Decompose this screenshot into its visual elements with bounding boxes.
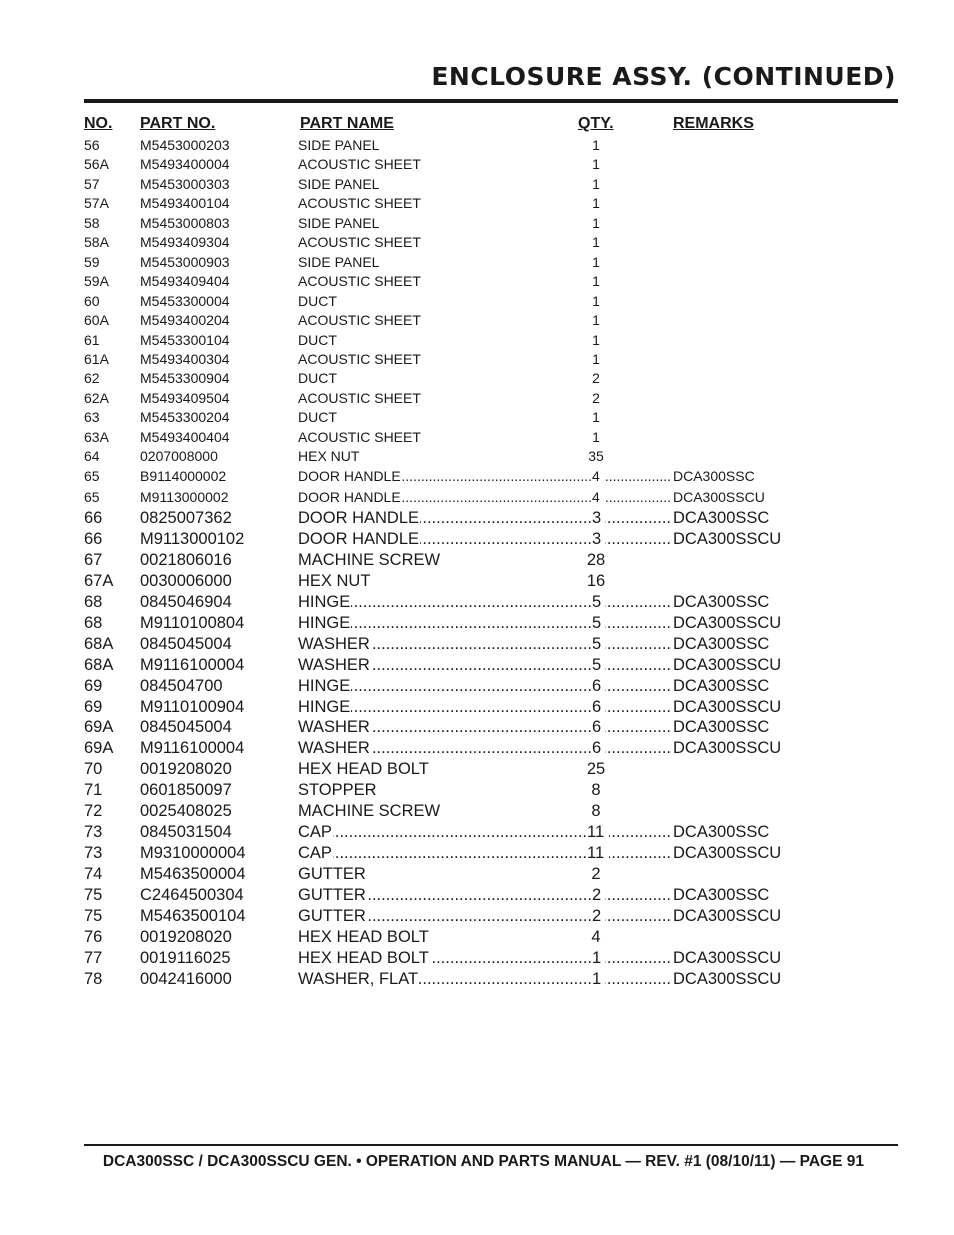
row-no: 74 — [84, 865, 103, 883]
row-no: 58 — [84, 214, 100, 231]
row-no: 63 — [84, 409, 100, 426]
table-row — [0, 759, 954, 780]
table-row — [0, 233, 954, 253]
row-no: 78 — [84, 969, 103, 988]
table-row — [0, 613, 954, 634]
table-row — [0, 350, 954, 370]
row-part-no: 0601850097 — [140, 781, 232, 800]
row-no: 60 — [84, 292, 100, 309]
dot-leader — [605, 508, 671, 529]
row-no: 67A — [84, 571, 114, 590]
row-remarks: DCA300SSCU — [673, 613, 782, 632]
header-no: NO. — [84, 115, 113, 132]
footer-rule — [84, 1144, 898, 1146]
header-part-no: PART NO. — [140, 115, 216, 132]
row-remarks: DCA300SSCU — [673, 488, 765, 505]
table-row — [0, 508, 954, 529]
row-part-name: WASHER — [298, 718, 370, 737]
row-qty: 6 — [592, 718, 602, 737]
row-no: 77 — [84, 948, 103, 967]
table-row — [0, 717, 954, 738]
row-part-name: DUCT — [298, 409, 337, 426]
dot-leader — [605, 948, 671, 969]
row-part-name: WASHER — [298, 655, 370, 674]
row-qty: 1 — [592, 350, 600, 367]
table-row — [0, 969, 954, 990]
row-part-no: M9310000004 — [140, 844, 246, 863]
row-part-name: DUCT — [298, 370, 337, 387]
row-part-no: 084504700 — [140, 676, 223, 695]
table-row — [0, 571, 954, 592]
row-qty: 16 — [586, 571, 606, 590]
row-part-no: 0845031504 — [140, 823, 232, 842]
row-part-name: HINGE — [298, 697, 351, 716]
table-row — [0, 292, 954, 312]
row-no: 76 — [84, 927, 103, 946]
row-no: 68A — [84, 655, 114, 674]
row-qty: 28 — [586, 550, 606, 569]
row-part-no: 0845045004 — [140, 634, 232, 653]
row-part-name: HEX NUT — [298, 571, 371, 590]
row-part-name: ACOUSTIC SHEET — [298, 428, 421, 445]
row-part-no: 0021806016 — [140, 550, 232, 569]
row-part-no: M5453300904 — [140, 370, 230, 387]
row-no: 68 — [84, 613, 103, 632]
table-row — [0, 369, 954, 389]
row-qty: 3 — [592, 529, 602, 548]
table-row — [0, 906, 954, 927]
row-part-name: SIDE PANEL — [298, 137, 380, 153]
row-part-no: M9110100904 — [140, 697, 245, 716]
row-part-name: SIDE PANEL — [298, 253, 380, 270]
row-qty: 1 — [592, 137, 600, 153]
row-part-no: 0019208020 — [140, 927, 232, 946]
row-remarks: DCA300SSCU — [673, 844, 782, 863]
dot-leader — [609, 843, 671, 864]
table-row — [0, 529, 954, 550]
row-qty: 1 — [592, 409, 600, 426]
row-part-no: M5463500104 — [140, 907, 246, 925]
row-qty: 3 — [592, 508, 602, 527]
row-qty: 6 — [592, 697, 602, 716]
table-row — [0, 550, 954, 571]
row-part-no: M5453000303 — [140, 175, 230, 192]
row-no: 68 — [84, 592, 103, 611]
table-row — [0, 843, 954, 864]
row-qty: 5 — [592, 655, 602, 674]
row-part-name: GUTTER — [298, 865, 366, 883]
row-part-no: M5453000903 — [140, 253, 230, 270]
row-qty: 11 — [587, 823, 605, 842]
row-no: 63A — [84, 428, 109, 445]
row-part-no: M5493400104 — [140, 195, 230, 212]
row-no: 62 — [84, 370, 100, 387]
row-part-no: M9110100804 — [140, 613, 245, 632]
dot-leader — [605, 676, 671, 697]
row-part-name: DUCT — [298, 292, 337, 309]
row-part-name: DOOR HANDLE — [298, 529, 420, 548]
row-no: 65 — [84, 468, 100, 484]
row-no: 61A — [84, 350, 109, 367]
row-part-no: M5493409404 — [140, 273, 230, 290]
row-qty: 1 — [592, 428, 600, 445]
row-qty: 1 — [592, 969, 602, 988]
row-qty: 5 — [592, 592, 602, 611]
dot-leader — [605, 885, 671, 906]
table-row — [0, 175, 954, 195]
row-part-name: DOOR HANDLE — [298, 468, 401, 484]
row-part-no: 0019116025 — [140, 948, 231, 967]
row-part-no: M5493409304 — [140, 234, 230, 251]
row-part-name: ACOUSTIC SHEET — [298, 234, 421, 251]
table-row — [0, 927, 954, 948]
row-qty: 2 — [592, 370, 600, 387]
dot-leader — [605, 969, 671, 990]
table-row — [0, 311, 954, 331]
row-part-name: WASHER, FLAT — [298, 969, 419, 988]
row-qty: 2 — [592, 389, 600, 406]
page-footer: DCA300SSC / DCA300SSCU GEN. • OPERATION AND PARTS MANUAL — REV. #1 (08/10/11) — PAGE 91 — [102, 1153, 864, 1170]
row-no: 75 — [84, 907, 103, 925]
row-qty: 2 — [592, 907, 602, 925]
table-row — [0, 466, 954, 487]
row-part-no: 0845045004 — [140, 718, 232, 737]
row-part-no: M5453300104 — [140, 331, 230, 348]
row-part-name: SIDE PANEL — [298, 214, 380, 231]
page-title: ENCLOSURE ASSY. (CONTINUED) — [431, 62, 896, 91]
row-qty: 2 — [591, 865, 601, 883]
row-part-no: 0825007362 — [140, 508, 232, 527]
row-part-name: HEX HEAD BOLT — [298, 760, 429, 779]
row-qty: 8 — [591, 781, 601, 800]
row-no: 69 — [84, 697, 103, 716]
row-qty: 4 — [592, 468, 600, 484]
row-remarks: DCA300SSCU — [673, 948, 782, 967]
table-row — [0, 253, 954, 273]
row-no: 66 — [84, 529, 103, 548]
row-remarks: DCA300SSC — [673, 468, 755, 484]
row-qty: 4 — [592, 488, 600, 505]
header-part-name: PART NAME — [300, 115, 394, 132]
row-part-name: HEX NUT — [298, 448, 360, 465]
row-qty: 1 — [592, 948, 602, 967]
row-no: 67 — [84, 550, 103, 569]
row-qty: 5 — [592, 634, 602, 653]
row-part-no: 0025408025 — [140, 802, 232, 821]
row-no: 69A — [84, 718, 114, 737]
row-qty: 4 — [591, 927, 601, 946]
row-remarks: DCA300SSCU — [673, 655, 782, 674]
dot-leader — [605, 717, 671, 738]
row-part-name: ACOUSTIC SHEET — [298, 312, 421, 328]
row-remarks: DCA300SSC — [673, 886, 770, 904]
table-row — [0, 389, 954, 409]
row-no: 59A — [84, 273, 109, 290]
dot-leader — [605, 592, 671, 613]
row-part-no: M9113000002 — [140, 488, 229, 505]
row-part-no: M5453000203 — [140, 137, 230, 153]
row-qty: 1 — [592, 195, 600, 212]
dot-leader — [605, 487, 671, 508]
row-remarks: DCA300SSCU — [673, 969, 782, 988]
row-part-name: ACOUSTIC SHEET — [298, 350, 421, 367]
row-remarks: DCA300SSCU — [673, 697, 782, 716]
row-qty: 6 — [592, 676, 602, 695]
row-no: 72 — [84, 802, 103, 821]
dot-leader — [605, 466, 671, 487]
row-part-name: ACOUSTIC SHEET — [298, 273, 421, 290]
table-row — [0, 822, 954, 843]
table-row — [0, 780, 954, 801]
row-part-no: 0019208020 — [140, 760, 232, 779]
table-row — [0, 155, 954, 175]
row-part-name: DOOR HANDLE — [298, 488, 401, 505]
row-qty: 2 — [592, 886, 602, 904]
row-no: 57A — [84, 195, 109, 212]
row-qty: 1 — [592, 214, 600, 231]
table-row — [0, 194, 954, 214]
row-no: 69A — [84, 739, 114, 758]
row-no: 71 — [84, 781, 103, 800]
table-row — [0, 447, 954, 467]
row-remarks: DCA300SSC — [673, 592, 770, 611]
row-no: 59 — [84, 253, 100, 270]
row-part-no: 0030006000 — [140, 571, 232, 590]
row-no: 70 — [84, 760, 103, 779]
dot-leader — [605, 634, 671, 655]
row-qty: 35 — [588, 448, 604, 465]
table-row — [0, 408, 954, 428]
row-no: 57 — [84, 175, 100, 192]
row-remarks: DCA300SSC — [673, 823, 770, 842]
row-qty: 25 — [586, 760, 606, 779]
header-remarks: REMARKS — [673, 115, 754, 132]
dot-leader — [605, 613, 671, 634]
row-part-name: GUTTER — [298, 886, 366, 904]
row-no: 58A — [84, 234, 109, 251]
header-qty: QTY. — [578, 115, 614, 132]
dot-leader — [605, 655, 671, 676]
table-row — [0, 428, 954, 448]
dot-leader — [605, 529, 671, 550]
row-no: 73 — [84, 823, 103, 842]
table-row — [0, 136, 954, 156]
dot-leader — [605, 697, 671, 718]
row-part-name: CAP — [298, 823, 332, 842]
table-row — [0, 864, 954, 885]
row-no: 69 — [84, 676, 103, 695]
table-row — [0, 634, 954, 655]
row-no: 66 — [84, 508, 103, 527]
row-part-no: M9113000102 — [140, 529, 245, 548]
row-part-no: 0042416000 — [140, 969, 232, 988]
row-no: 73 — [84, 844, 103, 863]
row-part-name: ACOUSTIC SHEET — [298, 195, 421, 212]
row-part-name: WASHER — [298, 634, 370, 653]
row-part-name: WASHER — [298, 739, 370, 758]
table-row — [0, 697, 954, 718]
row-part-name: DOOR HANDLE — [298, 508, 420, 527]
table-row — [0, 948, 954, 969]
row-qty: 1 — [592, 175, 600, 192]
row-part-name: HINGE — [298, 676, 351, 695]
row-part-name: HINGE — [298, 592, 351, 611]
row-no: 61 — [84, 331, 100, 348]
dot-leader — [609, 822, 671, 843]
table-row — [0, 885, 954, 906]
row-qty: 1 — [592, 331, 600, 348]
table-row — [0, 331, 954, 351]
row-remarks: DCA300SSC — [673, 508, 770, 527]
table-row — [0, 738, 954, 759]
dot-leader — [605, 906, 671, 927]
row-no: 60A — [84, 312, 109, 328]
row-no: 62A — [84, 389, 109, 406]
table-row — [0, 272, 954, 292]
row-part-name: MACHINE SCREW — [298, 802, 441, 821]
row-part-name: DUCT — [298, 331, 337, 348]
row-part-no: M5493409504 — [140, 389, 230, 406]
row-remarks: DCA300SSCU — [673, 739, 782, 758]
row-remarks: DCA300SSC — [673, 634, 770, 653]
row-qty: 1 — [592, 273, 600, 290]
row-remarks: DCA300SSC — [673, 676, 770, 695]
row-part-name: HEX HEAD BOLT — [298, 927, 429, 946]
row-part-name: ACOUSTIC SHEET — [298, 389, 421, 406]
row-part-no: C2464500304 — [140, 886, 244, 904]
table-row — [0, 801, 954, 822]
row-part-name: HEX HEAD BOLT — [298, 948, 429, 967]
row-no: 68A — [84, 634, 114, 653]
table-row — [0, 592, 954, 613]
table-row — [0, 676, 954, 697]
row-qty: 6 — [592, 739, 602, 758]
row-part-no: M5463500004 — [140, 865, 246, 883]
row-part-name: GUTTER — [298, 907, 366, 925]
row-no: 65 — [84, 488, 100, 505]
row-no: 56A — [84, 156, 109, 173]
row-part-no: M9116100004 — [140, 655, 245, 674]
row-qty: 1 — [592, 253, 600, 270]
row-no: 75 — [84, 886, 103, 904]
row-remarks: DCA300SSCU — [673, 529, 782, 548]
row-part-no: M5493400304 — [140, 350, 230, 367]
row-part-no: M5493400204 — [140, 312, 230, 328]
row-part-no: M5493400004 — [140, 156, 230, 173]
row-no: 64 — [84, 448, 100, 465]
row-part-name: MACHINE SCREW — [298, 550, 441, 569]
table-row — [0, 214, 954, 234]
row-part-no: M5453300004 — [140, 292, 230, 309]
row-part-name: ACOUSTIC SHEET — [298, 156, 421, 173]
row-qty: 11 — [587, 844, 605, 863]
dot-leader — [605, 738, 671, 759]
row-qty: 1 — [592, 156, 600, 173]
row-qty: 8 — [591, 802, 601, 821]
row-part-name: STOPPER — [298, 781, 377, 800]
row-part-no: M9116100004 — [140, 739, 245, 758]
table-row — [0, 655, 954, 676]
row-part-no: B9114000002 — [140, 468, 227, 484]
row-part-no: 0207008000 — [140, 448, 218, 465]
row-part-name: HINGE — [298, 613, 351, 632]
row-part-no: M5453000803 — [140, 214, 230, 231]
row-remarks: DCA300SSCU — [673, 907, 782, 925]
row-part-no: M5453300204 — [140, 409, 230, 426]
dot-leader — [298, 843, 587, 864]
table-row — [0, 487, 954, 508]
row-remarks: DCA300SSC — [673, 718, 770, 737]
dot-leader — [298, 822, 587, 843]
row-qty: 5 — [592, 613, 602, 632]
row-qty: 1 — [592, 292, 600, 309]
row-no: 56 — [84, 137, 100, 153]
row-part-no: 0845046904 — [140, 592, 232, 611]
row-part-name: CAP — [298, 844, 332, 863]
row-part-name: SIDE PANEL — [298, 175, 380, 192]
row-part-no: M5493400404 — [140, 428, 230, 445]
row-qty: 1 — [592, 234, 600, 251]
row-qty: 1 — [592, 312, 600, 328]
